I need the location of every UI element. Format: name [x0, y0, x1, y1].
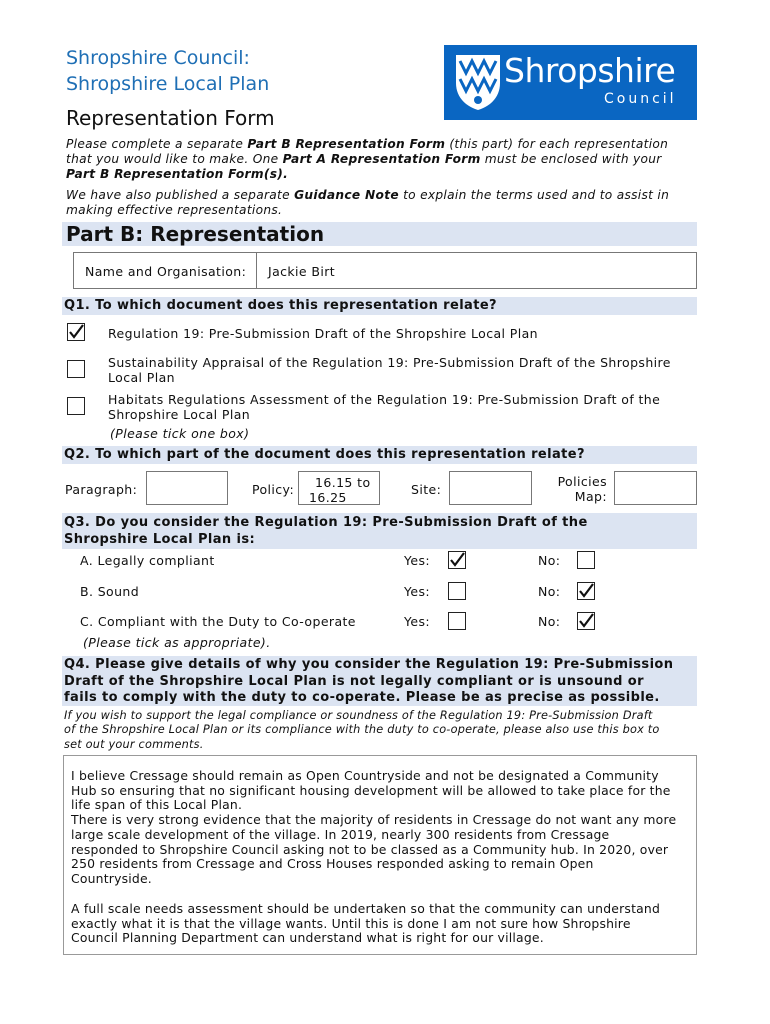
doc-title-line2: Shropshire Local Plan — [66, 73, 270, 95]
q3-row-b-yes-label: Yes: — [404, 584, 430, 599]
shield-icon — [454, 53, 502, 111]
q3-row-a-no-checkbox[interactable] — [577, 551, 595, 569]
q1-option-2-checkbox[interactable] — [67, 360, 85, 378]
q3-row-b-yes-checkbox[interactable] — [448, 582, 466, 600]
q2-heading: Q2. To which part of the document does this representation relate? — [62, 446, 697, 464]
name-organisation-box — [73, 252, 697, 289]
paragraph-field[interactable] — [146, 471, 228, 505]
logo-council: Council — [604, 91, 677, 107]
check-icon — [68, 324, 84, 340]
shropshire-logo — [444, 45, 697, 120]
paragraph-label: Paragraph: — [65, 482, 138, 497]
q3-note: (Please tick as appropriate). — [83, 635, 271, 650]
q1-option-1-checkbox[interactable] — [67, 323, 85, 341]
q4-answer-paragraph-2: A full scale needs assessment should be undertaken so that the community can understand exactly what it is that the village wants. Until this is done I am not sure how Shropshire Council Planning Department can understand what is right for our village. — [71, 901, 661, 946]
check-icon — [449, 552, 465, 568]
name-label: Name and Organisation: — [85, 264, 247, 279]
q4-guidance: If you wish to support the legal compliance or soundness of the Regulation 19: Pre-Submission Draft of the Shropshire Local Plan or its compliance with the duty to co-operate, please also use this box to set out your comments. — [64, 709, 660, 751]
doc-title-line1: Shropshire Council: — [66, 47, 250, 69]
policies-map-field[interactable] — [614, 471, 697, 505]
check-icon — [578, 583, 594, 599]
policies-map-label: Policies Map: — [557, 474, 607, 504]
name-value[interactable]: Jackie Birt — [268, 264, 336, 279]
site-label: Site: — [411, 482, 442, 497]
q3-row-c-yes-label: Yes: — [404, 614, 430, 629]
q1-heading: Q1. To which document does this representation relate? — [62, 297, 697, 315]
doc-subtitle: Representation Form — [66, 106, 275, 130]
policy-field[interactable]: 16.15 to 16.25 — [298, 471, 380, 505]
intro-paragraph-1: Please complete a separate Part B Representation Form (this part) for each representation that you would like to make. One Part A Representation Form must be enclosed with your Part B Representation Form(s). — [66, 137, 669, 181]
q3-row-b-no-label: No: — [538, 584, 561, 599]
q3-row-c-no-checkbox[interactable] — [577, 612, 595, 630]
q1-option-3-checkbox[interactable] — [67, 397, 85, 415]
policy-label: Policy: — [252, 482, 295, 497]
check-icon — [578, 613, 594, 629]
q1-option-3-label: Habitats Regulations Assessment of the Regulation 19: Pre-Submission Draft of the Shropshire Local Plan — [108, 392, 661, 422]
logo-wordmark: Shropshire — [504, 51, 676, 90]
q4-heading: Q4. Please give details of why you consider the Regulation 19: Pre-Submission Draft of the Shropshire Local Plan is not legally compliant or is unsound or fails to comply with the duty to co-operate. Please be as precise as possible. — [62, 656, 697, 706]
q3-row-c-label: C. Compliant with the Duty to Co-operate — [80, 614, 356, 629]
part-b-heading: Part B: Representation — [62, 222, 697, 246]
q3-row-a-label: A. Legally compliant — [80, 553, 215, 568]
site-field[interactable] — [449, 471, 532, 505]
q1-option-1-label: Regulation 19: Pre-Submission Draft of the Shropshire Local Plan — [108, 326, 538, 341]
divider — [256, 253, 257, 288]
q3-row-a-no-label: No: — [538, 553, 561, 568]
q1-note: (Please tick one box) — [110, 426, 250, 441]
q3-row-a-yes-label: Yes: — [404, 553, 430, 568]
q3-row-c-yes-checkbox[interactable] — [448, 612, 466, 630]
q1-option-2-label: Sustainability Appraisal of the Regulation 19: Pre-Submission Draft of the Shropshire Local Plan — [108, 355, 671, 385]
q4-answer-paragraph-1: I believe Cressage should remain as Open Countryside and not be designated a Community Hub so ensuring that no significant housing development will be allowed to take place for the life span of this Local Plan. There is very strong evidence that the majority of residents in Cressage do not want any more large scale development of the village. In 2019, nearly 300 residents from Cressage responded to Shropshire Council asking not to be classed as a Community hub. In 2020, over 250 residents from Cressage and Cross Houses responded asking to remain Open Countryside. — [71, 768, 677, 886]
q3-row-b-no-checkbox[interactable] — [577, 582, 595, 600]
q3-heading: Q3. Do you consider the Regulation 19: Pre-Submission Draft of the Shropshire Local Plan is: — [62, 513, 697, 549]
intro-paragraph-2: We have also published a separate Guidance Note to explain the terms used and to assist in making effective representations. — [66, 188, 670, 217]
q3-row-a-yes-checkbox[interactable] — [448, 551, 466, 569]
q4-answer-box[interactable] — [63, 755, 697, 955]
q3-row-b-label: B. Sound — [80, 584, 140, 599]
q3-row-c-no-label: No: — [538, 614, 561, 629]
